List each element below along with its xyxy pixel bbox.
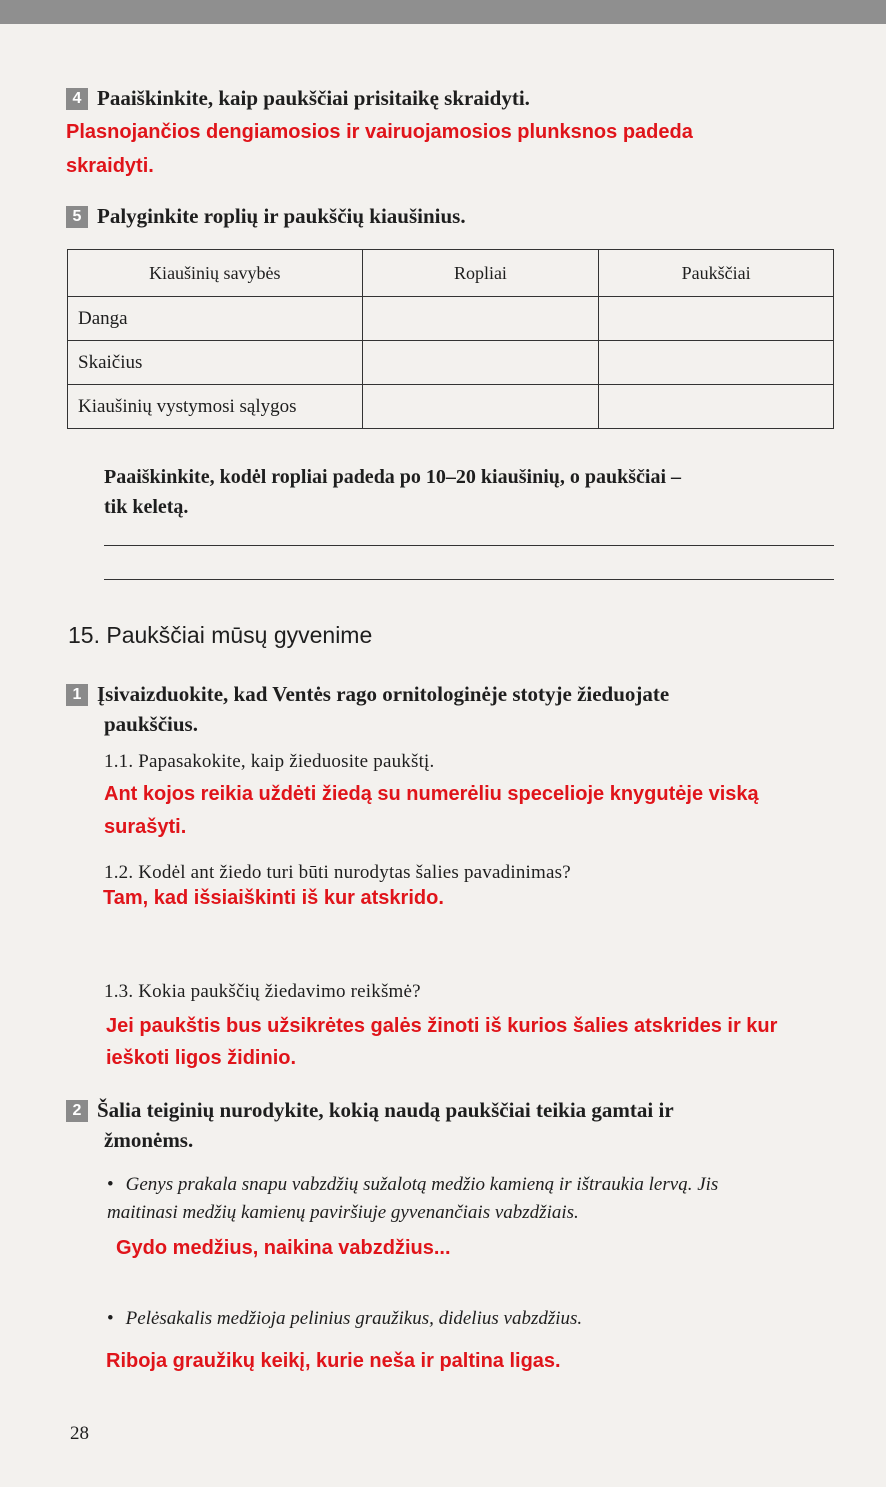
- bullet-icon: •: [107, 1308, 114, 1329]
- section-question-2-line-1: [66, 1095, 674, 1125]
- subquestion-1-2: 1.2. Kodėl ant žiedo turi būti nurodytas šalies pavadinimas?: [104, 862, 571, 883]
- answer-writing-line: [104, 579, 834, 580]
- section-question-1-line-2: paukščius.: [104, 712, 198, 736]
- bullet-icon: •: [107, 1174, 114, 1195]
- answer-statement-1: Gydo medžius, naikina vabzdžius...: [116, 1237, 451, 1259]
- table-row: [68, 341, 834, 385]
- section-question-1-text: Įsivaizduokite, kad Ventės rago ornitologinėje stotyje žieduojate: [97, 682, 670, 706]
- subquestion-1-3: 1.3. Kokia paukščių žiedavimo reikšmė?: [104, 981, 421, 1002]
- answer-1-2: Tam, kad išsiaiškinti iš kur atskrido.: [103, 887, 444, 909]
- section-question-2-text: Šalia teiginių nurodykite, kokią naudą paukščiai teikia gamtai ir: [97, 1098, 674, 1122]
- question-5-text: Palyginkite roplių ir paukščių kiaušinius.: [97, 204, 466, 228]
- table-row-label: Kiaušinių vystymosi sąlygos: [68, 385, 363, 429]
- section-title: 15. Paukščiai mūsų gyvenime: [68, 622, 373, 648]
- answer-1-3-line-1: Jei paukštis bus užsikrėtes galės žinoti iš kurios šalies atskrides ir kur: [106, 1015, 778, 1037]
- table-cell-empty: [599, 385, 834, 429]
- table-cell-empty: [362, 385, 599, 429]
- table-row-label: Skaičius: [68, 341, 363, 385]
- statement-2-text: Pelėsakalis medžioja pelinius graužikus, didelius vabzdžius.: [125, 1308, 583, 1329]
- egg-comparison-table: [67, 249, 834, 429]
- answer-4-line-1: Plasnojančios dengiamosios ir vairuojamosios plunksnos padeda: [66, 121, 693, 143]
- subquestion-1-1: 1.1. Papasakokite, kaip žieduosite paukštį.: [104, 751, 435, 772]
- table-cell-empty: [599, 341, 834, 385]
- table-row-label: Danga: [68, 297, 363, 341]
- table-cell-empty: [362, 297, 599, 341]
- statement-1-line-2: maitinasi medžių kamienų paviršiuje gyvenančiais vabzdžiais.: [107, 1202, 579, 1223]
- statement-2: [107, 1305, 582, 1333]
- statement-1-line-1: [107, 1171, 718, 1199]
- table-header-cell: Paukščiai: [599, 250, 834, 297]
- statement-1-text: Genys prakala snapu vabzdžių sužalotą medžio kamieną ir ištraukia lervą. Jis: [125, 1174, 719, 1195]
- question-5: [66, 201, 466, 231]
- question-5-followup-line-2: tik keletą.: [104, 496, 189, 518]
- answer-writing-line: [104, 545, 834, 546]
- answer-4-line-2: skraidyti.: [66, 155, 154, 177]
- table-cell-empty: [599, 297, 834, 341]
- answer-statement-2: Riboja graužikų keikį, kurie neša ir paltina ligas.: [106, 1350, 561, 1372]
- table-header-row: [68, 250, 834, 297]
- table-row: [68, 385, 834, 429]
- question-4: [66, 83, 530, 113]
- table-header-cell: Ropliai: [362, 250, 599, 297]
- question-number-badge: 5: [66, 206, 88, 228]
- table-cell-empty: [362, 341, 599, 385]
- question-5-followup-line-1: Paaiškinkite, kodėl ropliai padeda po 10–20 kiaušinių, o paukščiai –: [104, 466, 682, 488]
- section-question-1-line-1: [66, 679, 669, 709]
- question-number-badge: 1: [66, 684, 88, 706]
- question-number-badge: 4: [66, 88, 88, 110]
- question-4-text: Paaiškinkite, kaip paukščiai prisitaikę skraidyti.: [97, 86, 530, 110]
- page-top-border: [0, 0, 886, 24]
- answer-1-1-line-1: Ant kojos reikia uždėti žiedą su numerėliu specelioje knygutėje viską: [104, 783, 759, 805]
- page-number: 28: [70, 1423, 89, 1444]
- answer-1-1-line-2: surašyti.: [104, 816, 187, 838]
- section-question-2-line-2: žmonėms.: [104, 1128, 194, 1152]
- table-header-cell: Kiaušinių savybės: [68, 250, 363, 297]
- table-row: [68, 297, 834, 341]
- question-number-badge: 2: [66, 1100, 88, 1122]
- answer-1-3-line-2: ieškoti ligos židinio.: [106, 1047, 297, 1069]
